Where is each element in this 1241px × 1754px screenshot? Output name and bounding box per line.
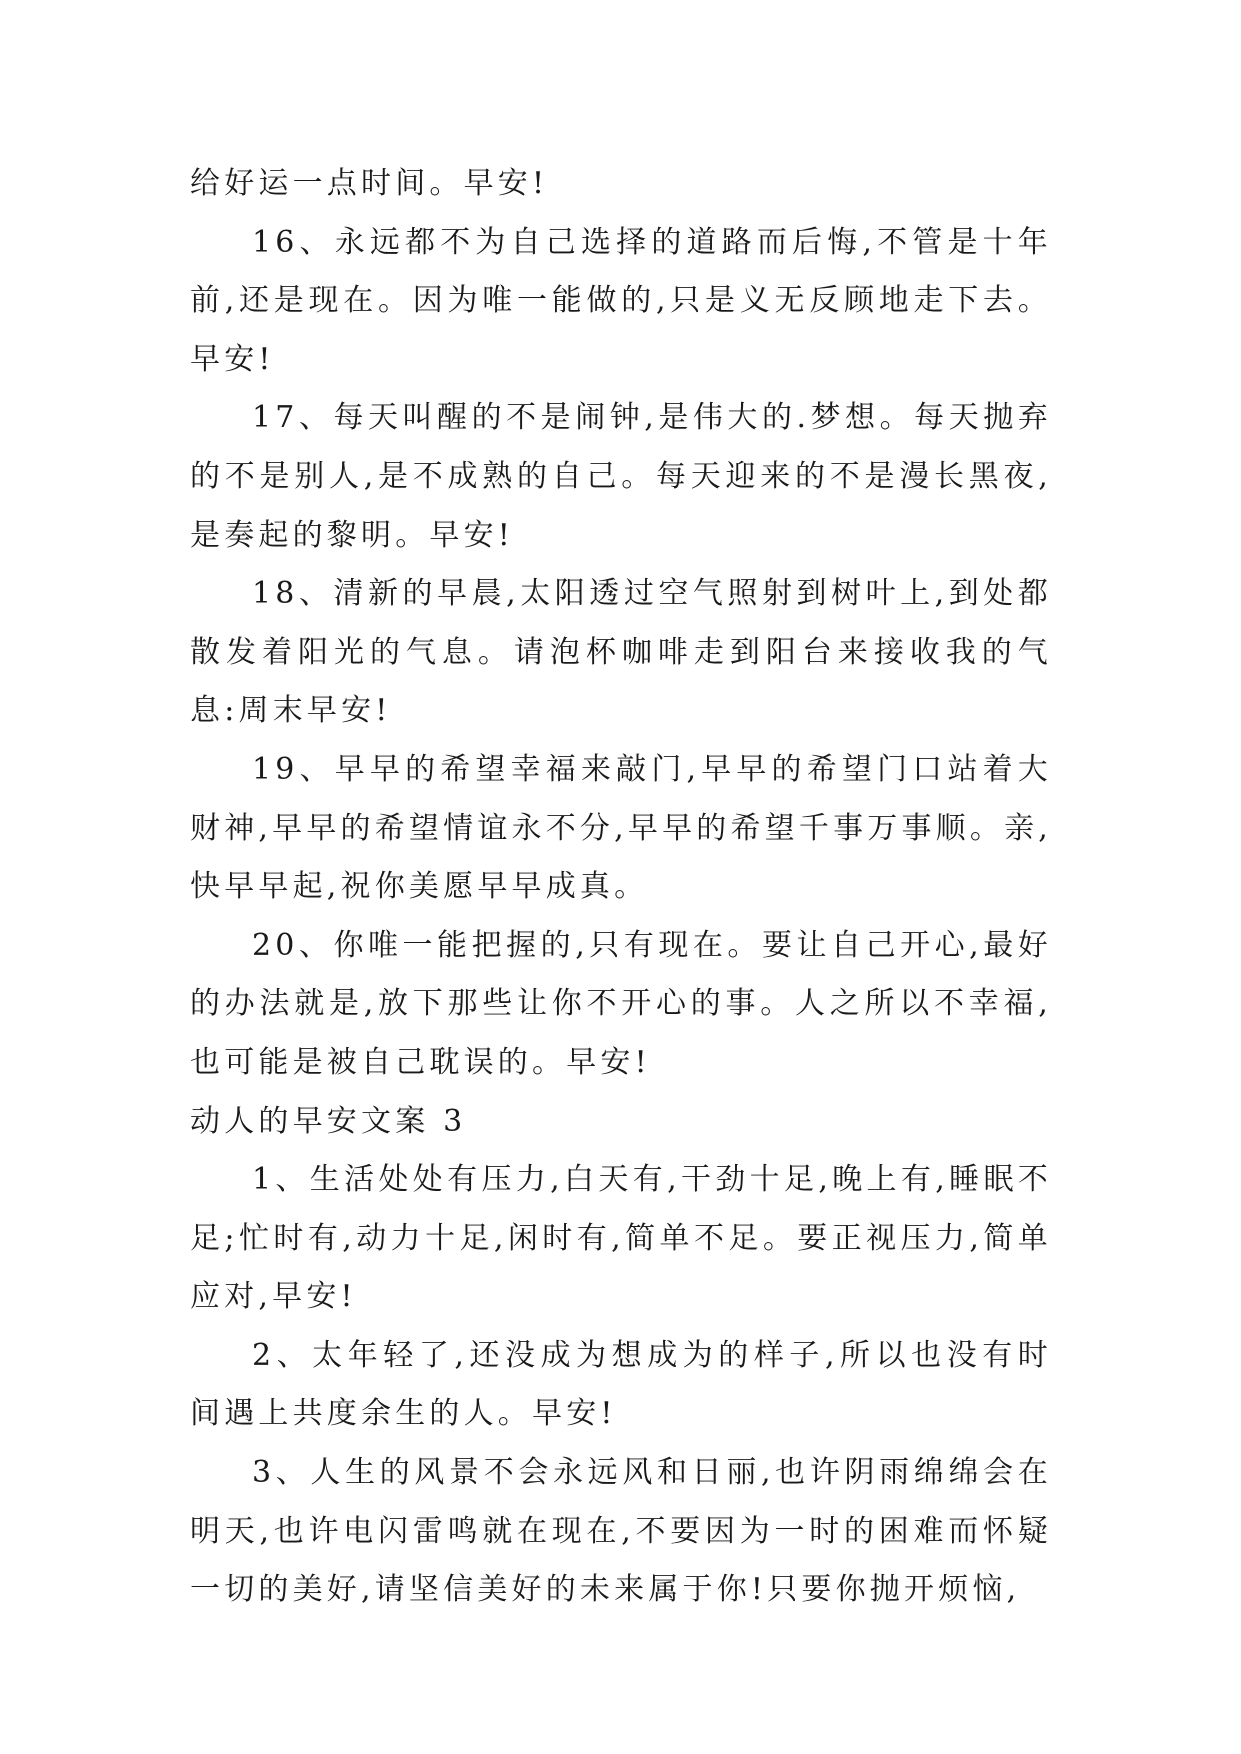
section-heading: 动人的早安文案 3 bbox=[190, 1103, 467, 1139]
paragraph-item-1: 1、生活处处有压力,白天有,干劲十足,晚上有,睡眠不足;忙时有,动力十足,闲时有,简单不足。要正视压力,简单应对,早安! bbox=[190, 1162, 1052, 1315]
paragraph-item-16: 16、永远都不为自己选择的道路而后悔,不管是十年前,还是现在。因为唯一能做的,只是义无反顾地走下去。早安! bbox=[190, 224, 1052, 377]
document-page bbox=[190, 155, 1052, 1620]
paragraph-item-20: 20、你唯一能把握的,只有现在。要让自己开心,最好的办法就是,放下那些让你不开心的事。人之所以不幸福,也可能是被自己耽误的。早安! bbox=[190, 927, 1052, 1080]
paragraph-item-19: 19、早早的希望幸福来敲门,早早的希望门口站着大财神,早早的希望情谊永不分,早早的希望千事万事顺。亲,快早早起,祝你美愿早早成真。 bbox=[190, 751, 1053, 905]
paragraph-item-17: 17、每天叫醒的不是闹钟,是伟大的.梦想。每天抛弃的不是别人,是不成熟的自己。每天迎来的不是漫长黑夜,是奏起的黎明。早安! bbox=[190, 400, 1052, 553]
paragraph-item-3: 3、人生的风景不会永远风和日丽,也许阴雨绵绵会在明天,也许电闪雷鸣就在现在,不要因为一时的困难而怀疑一切的美好,请坚信美好的未来属于你!只要你抛开烦恼, bbox=[190, 1455, 1052, 1608]
paragraph-continuation: 给好运一点时间。早安! bbox=[190, 166, 549, 201]
paragraph-item-18: 18、清新的早晨,太阳透过空气照射到树叶上,到处都散发着阳光的气息。请泡杯咖啡走到阳台来接收我的气息:周末早安! bbox=[190, 576, 1052, 729]
paragraph-item-2: 2、太年轻了,还没成为想成为的样子,所以也没有时间遇上共度余生的人。早安! bbox=[190, 1337, 1052, 1432]
